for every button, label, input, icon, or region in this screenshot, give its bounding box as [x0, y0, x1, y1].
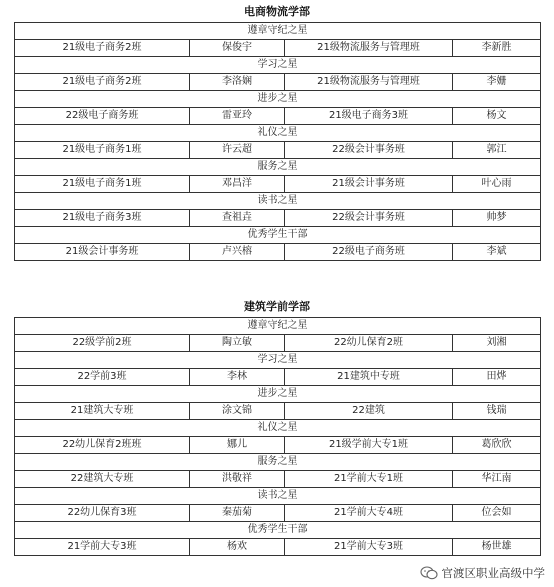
student-name-cell: 杨世雄 [453, 539, 541, 556]
student-name-cell: 秦茄菊 [190, 505, 285, 522]
award-row [15, 522, 541, 539]
class-cell: 22级会计事务班 [285, 142, 453, 159]
student-name-cell: 李林 [190, 369, 285, 386]
watermark [417, 563, 549, 583]
class-cell: 22级学前2班 [15, 335, 190, 352]
award-row [15, 318, 541, 335]
watermark-text: 官渡区职业高级中学 [441, 566, 545, 580]
award-row [15, 420, 541, 437]
award-row [15, 23, 541, 40]
student-name-cell: 华江南 [453, 471, 541, 488]
award-title: 进步之星 [15, 91, 541, 108]
student-name-cell: 查祖垚 [190, 210, 285, 227]
table-row [15, 369, 541, 386]
student-name-cell: 钱瑞 [453, 403, 541, 420]
student-name-cell: 葛欣欣 [453, 437, 541, 454]
table-row [15, 108, 541, 125]
award-row [15, 352, 541, 369]
class-cell: 21级电子商务2班 [15, 40, 190, 57]
award-title: 学习之星 [15, 57, 541, 74]
award-title: 遵章守纪之星 [15, 318, 541, 335]
class-cell: 22级会计事务班 [285, 210, 453, 227]
student-name-cell: 田烨 [453, 369, 541, 386]
class-cell: 21学前大专3班 [285, 539, 453, 556]
class-cell: 21级学前大专1班 [285, 437, 453, 454]
class-cell: 21级会计事务班 [285, 176, 453, 193]
class-cell: 22建筑大专班 [15, 471, 190, 488]
class-cell: 22级电子商务班 [285, 244, 453, 261]
class-cell: 21级物流服务与管理班 [285, 40, 453, 57]
student-name-cell: 雷亚玲 [190, 108, 285, 125]
class-cell: 22建筑 [285, 403, 453, 420]
student-name-cell: 郭江 [453, 142, 541, 159]
student-name-cell: 涂文锦 [190, 403, 285, 420]
class-cell: 21级电子商务1班 [15, 176, 190, 193]
student-name-cell: 叶心雨 [453, 176, 541, 193]
table-row [15, 505, 541, 522]
student-name-cell: 杨文 [453, 108, 541, 125]
student-name-cell: 洪敬祥 [190, 471, 285, 488]
award-title: 优秀学生干部 [15, 227, 541, 244]
honor-table-ecommerce-logistics [14, 22, 541, 261]
class-cell: 21级电子商务2班 [15, 74, 190, 91]
student-name-cell: 李新胜 [453, 40, 541, 57]
award-row [15, 386, 541, 403]
award-title: 读书之星 [15, 193, 541, 210]
class-cell: 21学前大专4班 [285, 505, 453, 522]
award-row [15, 125, 541, 142]
award-title: 优秀学生干部 [15, 522, 541, 539]
award-row [15, 488, 541, 505]
award-title: 学习之星 [15, 352, 541, 369]
award-row [15, 159, 541, 176]
department-title: 电商物流学部 [244, 5, 310, 18]
class-cell: 21建筑大专班 [15, 403, 190, 420]
table-row [15, 142, 541, 159]
award-row [15, 227, 541, 244]
student-name-cell: 李洛娴 [190, 74, 285, 91]
class-cell: 21级电子商务3班 [285, 108, 453, 125]
student-name-cell: 卢兴榕 [190, 244, 285, 261]
class-cell: 21级物流服务与管理班 [285, 74, 453, 91]
class-cell: 22学前3班 [15, 369, 190, 386]
table-row [15, 244, 541, 261]
class-cell: 22幼儿保育2班班 [15, 437, 190, 454]
award-title: 进步之星 [15, 386, 541, 403]
award-title: 服务之星 [15, 159, 541, 176]
class-cell: 21级电子商务3班 [15, 210, 190, 227]
table-row [15, 176, 541, 193]
wechat-icon [420, 566, 438, 580]
award-row [15, 91, 541, 108]
student-name-cell: 位会如 [453, 505, 541, 522]
table-row [15, 539, 541, 556]
department-title: 建筑学前学部 [244, 300, 310, 313]
student-name-cell: 李姗 [453, 74, 541, 91]
student-name-cell: 李斌 [453, 244, 541, 261]
award-row [15, 454, 541, 471]
award-title: 读书之星 [15, 488, 541, 505]
award-title: 礼仪之星 [15, 420, 541, 437]
award-title: 礼仪之星 [15, 125, 541, 142]
student-name-cell: 娜儿 [190, 437, 285, 454]
class-cell: 22幼儿保育2班 [285, 335, 453, 352]
table-row [15, 40, 541, 57]
student-name-cell: 许云超 [190, 142, 285, 159]
table-row [15, 403, 541, 420]
class-cell: 21学前大专3班 [15, 539, 190, 556]
award-title: 服务之星 [15, 454, 541, 471]
student-name-cell: 邓昌洋 [190, 176, 285, 193]
class-cell: 21级会计事务班 [15, 244, 190, 261]
table-row [15, 74, 541, 91]
honor-table-construction-preschool [14, 317, 541, 556]
class-cell: 21学前大专1班 [285, 471, 453, 488]
student-name-cell: 杨欢 [190, 539, 285, 556]
class-cell: 21建筑中专班 [285, 369, 453, 386]
table-row [15, 335, 541, 352]
award-row [15, 57, 541, 74]
class-cell: 21级电子商务1班 [15, 142, 190, 159]
table-row [15, 471, 541, 488]
class-cell: 22幼儿保育3班 [15, 505, 190, 522]
class-cell: 22级电子商务班 [15, 108, 190, 125]
student-name-cell: 刘湘 [453, 335, 541, 352]
award-title: 遵章守纪之星 [15, 23, 541, 40]
award-row [15, 193, 541, 210]
student-name-cell: 保俊宇 [190, 40, 285, 57]
table-row [15, 437, 541, 454]
student-name-cell: 陶立敏 [190, 335, 285, 352]
table-row [15, 210, 541, 227]
student-name-cell: 帅梦 [453, 210, 541, 227]
